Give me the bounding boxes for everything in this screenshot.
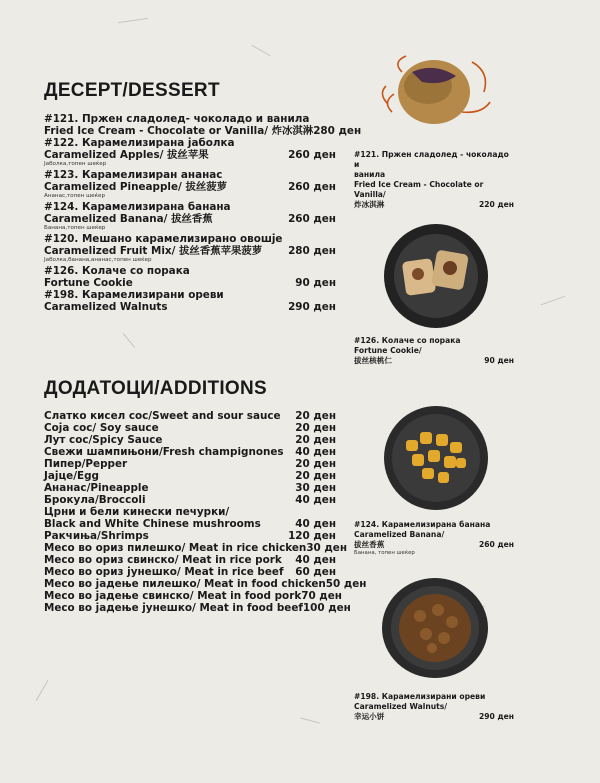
addition-price: 40 ден (295, 494, 336, 506)
caption-line: 拔丝香蕉 (354, 540, 385, 549)
addition-price: 40 ден (295, 518, 336, 530)
addition-item (44, 554, 336, 566)
addition-price: 20 ден (295, 470, 336, 482)
dessert-item (44, 233, 336, 264)
dessert-item (44, 289, 336, 313)
addition-price: 20 ден (295, 410, 336, 422)
caption-price: 220 ден (478, 200, 514, 209)
dessert-item (44, 169, 336, 200)
dessert-item (44, 201, 336, 232)
addition-item (44, 470, 336, 482)
caption-line: Caramelized Banana/ (354, 530, 445, 539)
dessert-title: ДЕСЕРТ/DESSERT (44, 80, 220, 101)
caption-price-row (354, 200, 514, 210)
caption-note: Банана, топен шеќер (354, 550, 415, 556)
addition-label: Месо во ориз свинско/ Meat in rice pork (44, 554, 282, 566)
caption-price: 90 ден (484, 356, 514, 365)
ice-cream-caption (354, 150, 514, 210)
addition-label: Пипер/Pepper (44, 458, 128, 470)
caption-price: 260 ден (478, 540, 514, 549)
dessert-item (44, 113, 362, 137)
addition-price: 70 ден (301, 590, 342, 602)
addition-label: Ракчиња/Shrimps (44, 530, 149, 542)
fortune-cookie-photo (382, 222, 490, 330)
caption-line: Fried Ice Cream - Chocolate or Vanilla/ (354, 180, 484, 199)
addition-label: Месо во ориз пилешко/ Meat in rice chicken (44, 542, 307, 554)
dessert-item-name-mk: #122. Карамелизирана јаболка (44, 137, 235, 149)
addition-price: 40 ден (295, 554, 336, 566)
dessert-item-name-mk: #126. Колаче со порака (44, 265, 190, 277)
dessert-item-price: 260 ден (288, 181, 336, 193)
addition-label: Лут сос/Spicy Sauce (44, 434, 163, 446)
addition-price: 30 ден (306, 542, 348, 554)
caramelized-walnuts-photo (380, 576, 490, 680)
addition-item (44, 602, 351, 614)
addition-label: Соја сос/ Soy sauce (44, 422, 159, 434)
dessert-item-name-en: Fortune Cookie 90 ден (44, 277, 336, 289)
caption-price-row (354, 712, 514, 722)
addition-label: Јајце/Egg (44, 470, 99, 482)
addition-label: Месо во јадење јунешко/ Meat in food beef (44, 602, 303, 614)
dessert-item (44, 137, 336, 168)
dessert-item-name-en: Caramelized Pineapple/ 拔丝菠萝 260 ден (44, 181, 336, 193)
dessert-item-price: 280 ден (313, 125, 362, 137)
dessert-item-name-mk: #198. Карамелизирани ореви (44, 289, 224, 301)
dessert-item-note: Јаболка,банана,ананас,топен шеќер (44, 257, 152, 263)
addition-item (44, 530, 336, 542)
dessert-item-note: Банана,топен шеќер (44, 225, 106, 231)
addition-label: Месо во ориз јунешко/ Meat in rice beef (44, 566, 284, 578)
addition-item (44, 434, 336, 446)
additions-list (44, 410, 367, 614)
dessert-item-name-en: Caramelized Fruit Mix/ 拔丝香蕉苹果菠萝 280 ден (44, 245, 336, 257)
dessert-item-name-en: Fried Ice Cream - Chocolate or Vanilla/ 炸冰淇淋 280 ден (44, 125, 362, 137)
caption-line: #126. Колаче со порака (354, 336, 461, 345)
caption-line: Caramelized Walnuts/ (354, 702, 448, 711)
addition-price: 30 ден (295, 482, 336, 494)
dessert-item-name-mk: #124. Карамелизирана банана (44, 201, 231, 213)
addition-label: Црни и бели кинески печурки/ (44, 506, 230, 518)
addition-item (44, 410, 336, 422)
addition-item (44, 446, 336, 458)
dessert-item-name-en: Caramelized Walnuts 290 ден (44, 301, 336, 313)
caption-line: 幸运小饼 (354, 712, 385, 721)
addition-price: 50 ден (325, 578, 367, 590)
dessert-list (44, 113, 362, 313)
caption-price: 290 ден (478, 712, 514, 721)
addition-label: Black and White Chinese mushrooms (44, 518, 261, 530)
dessert-item-note: Јаболка,топен шеќер (44, 161, 107, 167)
dessert-item-price: 260 ден (288, 149, 336, 161)
fortune-cookie-caption (354, 336, 514, 366)
addition-label: Слатко кисел сос/Sweet and sour sauce (44, 410, 281, 422)
dessert-item-name-mk: #120. Мешано карамелизирано овошје (44, 233, 283, 245)
paper-fiber (36, 680, 49, 701)
paper-fiber (300, 717, 320, 723)
addition-label: Месо во јадење пилешко/ Meat in food chicken (44, 578, 326, 590)
fried-ice-cream-photo (372, 42, 496, 138)
additions-title: ДОДАТОЦИ/ADDITIONS (44, 378, 267, 399)
addition-label: Брокула/Broccoli (44, 494, 146, 506)
dessert-item-name-en: Caramelized Apples/ 拔丝苹果 260 ден (44, 149, 336, 161)
caption-price-row (354, 540, 514, 550)
addition-price: 20 ден (295, 422, 336, 434)
addition-label: Свежи шампињони/Fresh champignones (44, 446, 284, 458)
caption-line: #198. Карамелизирани ореви (354, 692, 486, 701)
addition-item (44, 506, 336, 518)
paper-fiber (123, 333, 135, 347)
addition-item (44, 590, 342, 602)
paper-fiber (541, 296, 566, 306)
dessert-item-name-mk: #121. Пржен сладолед- чоколадо и ванила (44, 113, 310, 125)
addition-item (44, 578, 367, 590)
addition-price: 100 ден (302, 602, 351, 614)
dessert-item-name-en: Caramelized Banana/ 拔丝香蕉 260 ден (44, 213, 336, 225)
addition-item (44, 494, 336, 506)
addition-label: Месо во јадење свинско/ Meat in food pork (44, 590, 302, 602)
caption-price-row (354, 356, 514, 366)
caption-line: 拔丝核桃仁 (354, 356, 392, 365)
addition-price: 120 ден (288, 530, 336, 542)
paper-fiber (251, 45, 271, 57)
dessert-item-price: 260 ден (288, 213, 336, 225)
dessert-item-price: 90 ден (295, 277, 336, 289)
caption-line: Fortune Cookie/ (354, 346, 422, 355)
caramelized-banana-photo (382, 404, 490, 512)
addition-price: 40 ден (295, 446, 336, 458)
walnuts-caption (354, 692, 514, 722)
dessert-item-price: 280 ден (288, 245, 336, 257)
caption-line: ванила (354, 170, 386, 179)
banana-caption (354, 520, 514, 558)
addition-price: 20 ден (295, 434, 336, 446)
addition-label: Ананас/Pineapple (44, 482, 149, 494)
addition-item (44, 458, 336, 470)
addition-item (44, 566, 336, 578)
addition-item (44, 482, 336, 494)
dessert-item (44, 265, 336, 289)
addition-price: 20 ден (295, 458, 336, 470)
addition-item (44, 542, 348, 554)
dessert-item-note: Ананас,топен шеќер (44, 193, 105, 199)
addition-item (44, 518, 336, 530)
paper-fiber (118, 18, 148, 23)
addition-price: 60 ден (295, 566, 336, 578)
caption-line: #124. Карамелизирана банана (354, 520, 491, 529)
dessert-item-name-mk: #123. Карамелизиран ананас (44, 169, 223, 181)
addition-item (44, 422, 336, 434)
caption-line: 炸冰淇淋 (354, 200, 385, 209)
dessert-item-price: 290 ден (288, 301, 336, 313)
caption-line: #121. Пржен сладолед - чоколадо и (354, 150, 509, 169)
